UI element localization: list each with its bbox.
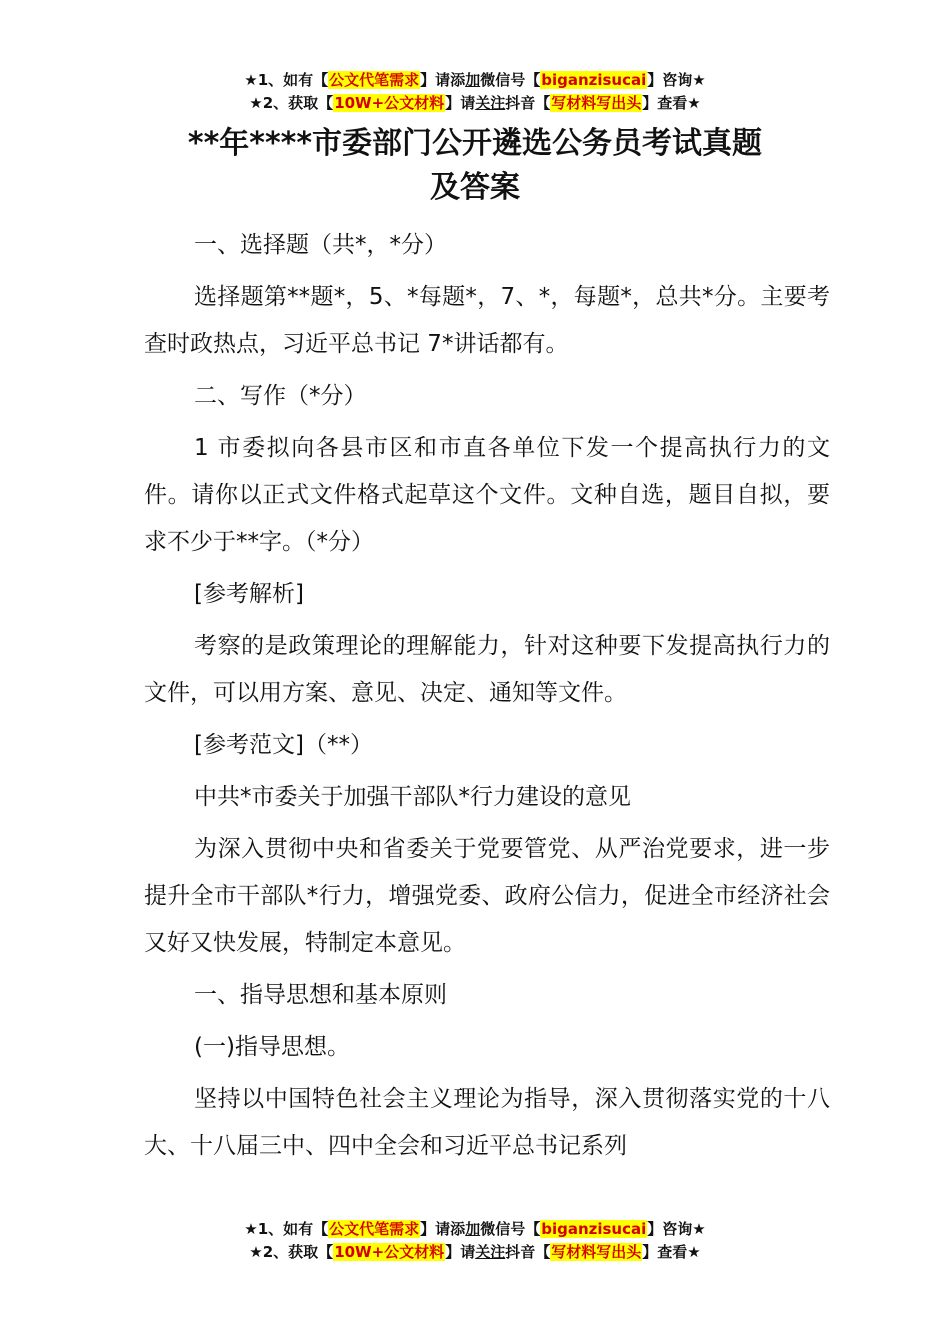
- promo-line-1: ★1、如有【公文代笔需求】请添加微信号【biganzisucai】咨询★: [244, 1220, 706, 1238]
- promo-line-2: ★2、获取【10W+公文材料】请关注抖音【写材料写出头】查看★: [249, 94, 701, 112]
- title-line-2: 及答案: [430, 170, 520, 205]
- douyin-id-highlight: 写材料写出头: [551, 1243, 642, 1261]
- promo-highlight: 10W+公文材料: [334, 94, 445, 112]
- paragraph: [参考范文]（**）: [194, 732, 373, 758]
- douyin-id-highlight: 写材料写出头: [551, 94, 642, 112]
- section-heading: 一、选择题（共*，*分）: [194, 232, 447, 258]
- wechat-id-highlight: biganzisucai: [541, 1220, 647, 1238]
- paragraph: 考察的是政策理论的理解能力，针对这种要下发提高执行力的文件，可以用方案、意见、决定、通知等文件。: [144, 633, 830, 706]
- paragraph: 坚持以中国特色社会主义理论为指导，深入贯彻落实党的十八大、十八届三中、四中全会和习近平总书记系列: [144, 1086, 830, 1159]
- section-heading: 二、写作（*分）: [194, 383, 367, 409]
- bottom-promo-banner: [0, 1218, 950, 1264]
- paragraph: [参考解析]: [194, 581, 304, 607]
- document-body: [144, 222, 830, 1175]
- paragraph: 1 市委拟向各县市区和市直各单位下发一个提高执行力的文件。请你以正式文件格式起草这个文件。文种自选，题目自拟，要求不少于**字。（*分）: [144, 435, 830, 555]
- promo-highlight: 公文代笔需求: [329, 1220, 420, 1238]
- section-heading: 一、指导思想和基本原则: [194, 982, 447, 1008]
- paragraph: 选择题第**题*，5、*每题*，7、*，每题*，总共*分。主要考查时政热点，习近平总书记 7*讲话都有。: [144, 284, 830, 357]
- document-title: [0, 122, 950, 210]
- title-line-1: **年****市委部门公开遴选公务员考试真题: [187, 126, 763, 161]
- paragraph: (一)指导思想。: [194, 1034, 350, 1060]
- top-promo-banner: [0, 69, 950, 115]
- promo-highlight: 10W+公文材料: [334, 1243, 445, 1261]
- promo-line-1: ★1、如有【公文代笔需求】请添加微信号【biganzisucai】咨询★: [244, 71, 706, 89]
- paragraph: 为深入贯彻中央和省委关于党要管党、从严治党要求，进一步提升全市干部队*行力，增强党委、政府公信力，促进全市经济社会又好又快发展，特制定本意见。: [144, 836, 830, 956]
- wechat-id-highlight: biganzisucai: [541, 71, 647, 89]
- paragraph: 中共*市委关于加强干部队*行力建设的意见: [194, 784, 631, 810]
- promo-line-2: ★2、获取【10W+公文材料】请关注抖音【写材料写出头】查看★: [249, 1243, 701, 1261]
- promo-highlight: 公文代笔需求: [329, 71, 420, 89]
